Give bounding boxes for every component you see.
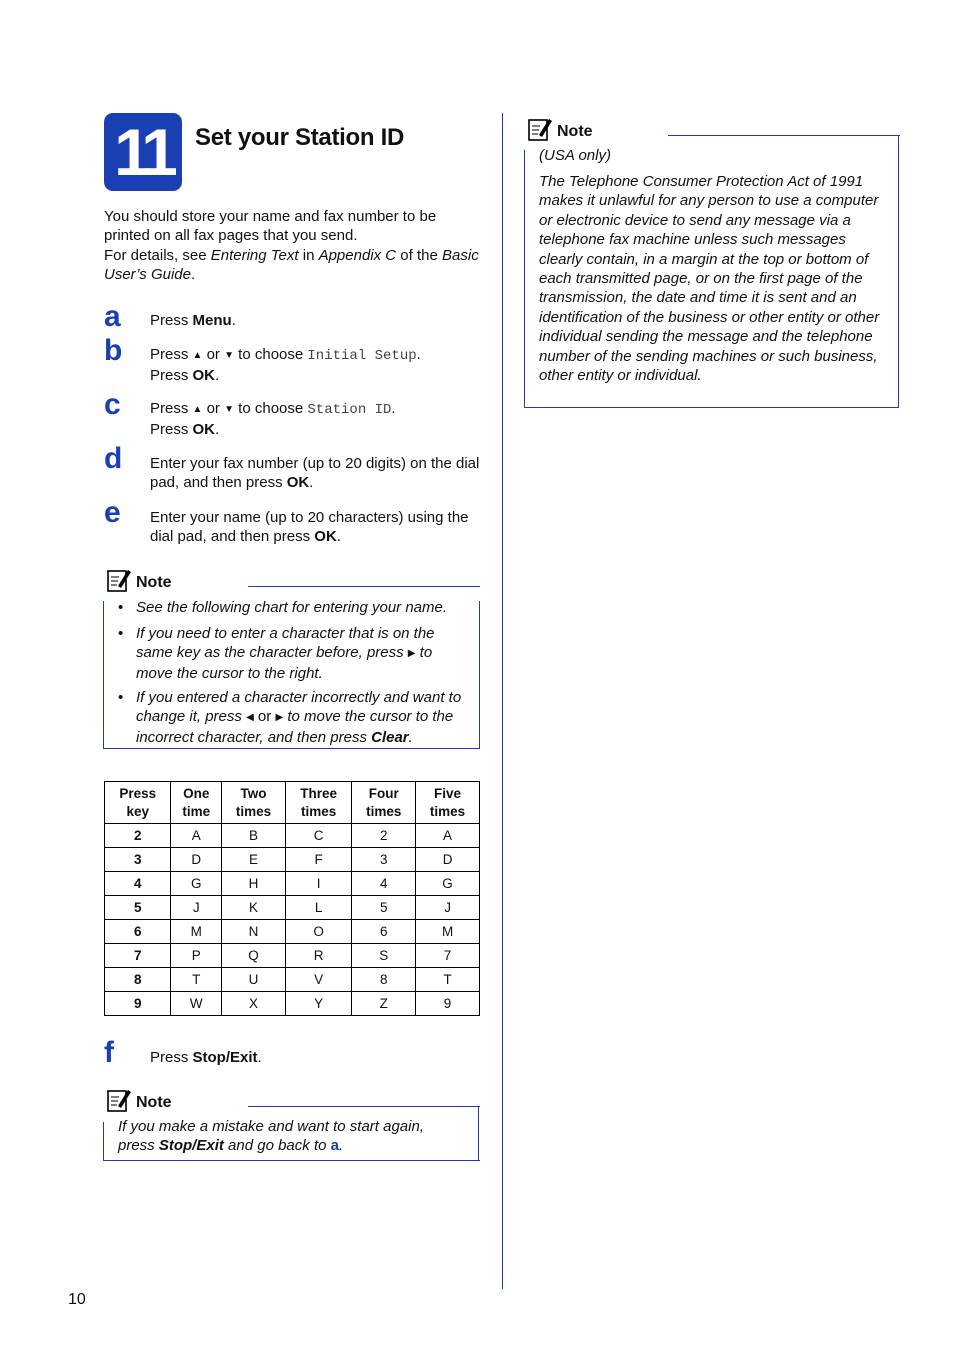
step-letter-f: f xyxy=(104,1036,114,1069)
note-top-rule xyxy=(668,135,900,136)
down-arrow-icon: ▼ xyxy=(224,404,235,415)
char-cell: F xyxy=(285,848,351,872)
table-row xyxy=(105,992,480,1016)
table-row xyxy=(105,824,480,848)
table-row xyxy=(105,944,480,968)
char-cell: 9 xyxy=(416,992,480,1016)
char-cell: B xyxy=(222,824,286,848)
key-cell: 5 xyxy=(105,896,171,920)
char-cell: 8 xyxy=(352,968,416,992)
char-cell: K xyxy=(222,896,286,920)
step-a-text: Press Menu. xyxy=(150,312,236,329)
column-header: Five times xyxy=(416,782,480,824)
char-cell: R xyxy=(285,944,351,968)
note-icon xyxy=(106,1087,132,1118)
step-letter-d: d xyxy=(104,442,123,475)
char-cell: A xyxy=(416,824,480,848)
table-row xyxy=(105,896,480,920)
up-arrow-icon: ▲ xyxy=(192,404,203,415)
char-cell: L xyxy=(285,896,351,920)
char-cell: N xyxy=(222,920,286,944)
char-cell: X xyxy=(222,992,286,1016)
key-cell: 8 xyxy=(105,968,171,992)
char-cell: 2 xyxy=(352,824,416,848)
char-cell: J xyxy=(171,896,222,920)
char-cell: V xyxy=(285,968,351,992)
step-f-text: Press Stop/Exit. xyxy=(150,1049,262,1066)
char-cell: T xyxy=(171,968,222,992)
key-cell: 4 xyxy=(105,872,171,896)
page-number: 10 xyxy=(68,1291,86,1308)
char-cell: 4 xyxy=(352,872,416,896)
char-cell: D xyxy=(416,848,480,872)
note-text: If you make a mistake and want to start again, press Stop/Exit and go back to a. xyxy=(118,1118,424,1155)
char-cell: Y xyxy=(285,992,351,1016)
column-header: One time xyxy=(171,782,222,824)
table-row xyxy=(105,848,480,872)
key-cell: 7 xyxy=(105,944,171,968)
step-number-badge: 11 xyxy=(104,113,182,191)
right-arrow-icon: ▶ xyxy=(407,648,416,660)
note-icon xyxy=(527,116,553,147)
column-divider xyxy=(502,113,503,1289)
note-usa-only: (USA only) xyxy=(539,147,611,164)
step-c-text: Press ▲ or ▼ to choose Station ID. Press OK. xyxy=(150,400,396,439)
char-cell: O xyxy=(285,920,351,944)
char-cell: 7 xyxy=(416,944,480,968)
down-arrow-icon: ▼ xyxy=(224,350,235,361)
step-letter-e: e xyxy=(104,496,121,529)
char-cell: 3 xyxy=(352,848,416,872)
key-cell: 2 xyxy=(105,824,171,848)
column-header: Four times xyxy=(352,782,416,824)
char-cell: J xyxy=(416,896,480,920)
char-cell: T xyxy=(416,968,480,992)
table-header-row xyxy=(105,782,480,824)
note-box: • See the following chart for entering your name. • If you need to enter a character that is on the same key as the character before, press ▶ to move the cursor to the right. • If you entered a character incorrectly and want to change it, press ◀ or ▶ to move the cursor to the incorrect character, and then press Clear. xyxy=(103,601,480,749)
char-cell: W xyxy=(171,992,222,1016)
up-arrow-icon: ▲ xyxy=(192,350,203,361)
char-cell: C xyxy=(285,824,351,848)
table-row xyxy=(105,872,480,896)
char-cell: U xyxy=(222,968,286,992)
step-letter-c: c xyxy=(104,388,121,421)
note-title: Note xyxy=(557,123,593,140)
left-arrow-icon: ◀ xyxy=(246,712,254,724)
char-cell: H xyxy=(222,872,286,896)
column-header: Press key xyxy=(105,782,171,824)
note-top-rule xyxy=(248,1106,480,1107)
char-cell: 6 xyxy=(352,920,416,944)
intro-line2: For details, see Entering Text in Appendix C of the Basic User’s Guide. xyxy=(104,246,479,284)
step-d-text: Enter your fax number (up to 20 digits) on the dial pad, and then press OK. xyxy=(150,455,480,492)
page-title: Set your Station ID xyxy=(195,124,404,151)
column-header: Two times xyxy=(222,782,286,824)
note-box xyxy=(524,147,899,408)
intro-paragraph xyxy=(104,207,484,285)
note-top-rule xyxy=(248,586,480,587)
column-header: Three times xyxy=(285,782,351,824)
table-row xyxy=(105,920,480,944)
step-letter-b: b xyxy=(104,334,123,367)
step-letter-a: a xyxy=(104,300,121,333)
char-cell: A xyxy=(171,824,222,848)
char-cell: Q xyxy=(222,944,286,968)
note-icon xyxy=(106,567,132,598)
step-b-text: Press ▲ or ▼ to choose Initial Setup. Press OK. xyxy=(150,346,421,385)
char-cell: M xyxy=(171,920,222,944)
table-row xyxy=(105,968,480,992)
key-cell: 3 xyxy=(105,848,171,872)
key-cell: 9 xyxy=(105,992,171,1016)
note-title: Note xyxy=(136,574,172,591)
char-cell: D xyxy=(171,848,222,872)
character-table xyxy=(104,781,480,1016)
char-cell: I xyxy=(285,872,351,896)
step-e-text: Enter your name (up to 20 characters) using the dial pad, and then press OK. xyxy=(150,509,469,546)
char-cell: G xyxy=(416,872,480,896)
char-cell: 5 xyxy=(352,896,416,920)
char-cell: M xyxy=(416,920,480,944)
char-cell: G xyxy=(171,872,222,896)
intro-line1: You should store your name and fax number to be printed on all fax pages that you send. xyxy=(104,208,437,245)
key-cell: 6 xyxy=(105,920,171,944)
char-cell: S xyxy=(352,944,416,968)
char-cell: P xyxy=(171,944,222,968)
char-cell: Z xyxy=(352,992,416,1016)
right-arrow-icon: ▶ xyxy=(275,712,284,724)
char-cell: E xyxy=(222,848,286,872)
note-text: The Telephone Consumer Protection Act of 1991 makes it unlawful for any person to use a computer or electronic device to send any message via a telephone fax machine unless such messages clearly contain, in a margin at the top or bottom of each transmitted page, or on the first page of the transmission, the date and time it is sent and an identification of the business or other entity or other individual sending the message and the telephone number of the sending machines or such business, other entity or individual. xyxy=(539,173,880,385)
note-title: Note xyxy=(136,1094,172,1111)
note-box xyxy=(103,1118,480,1161)
